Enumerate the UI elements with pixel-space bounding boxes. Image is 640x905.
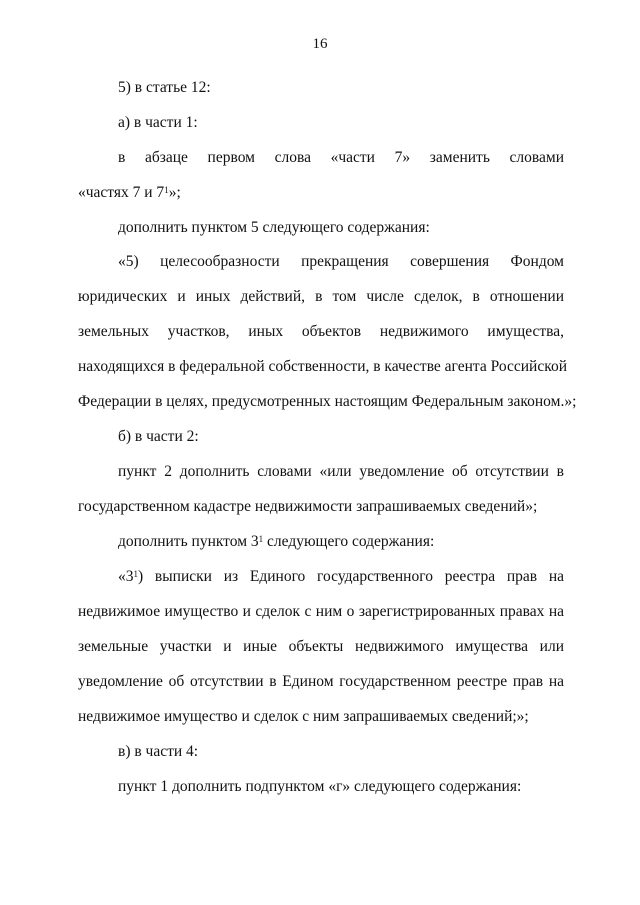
text-fragment: «частях 7 и 7 <box>78 184 165 201</box>
text-line-16: недвижимое имущество и сделок с ним о зарегистрированных правах на <box>78 603 564 620</box>
text-fragment: дополнить пунктом 3 <box>118 533 259 550</box>
text-line-6: «5) целесообразности прекращения совершения Фондом <box>118 253 564 270</box>
superscript: 1 <box>164 185 169 195</box>
text-line-3: в абзаце первом слова «части 7» заменить словами <box>118 149 564 166</box>
text-line-19: недвижимое имущество и сделок с ним запрашиваемых сведений;»; <box>78 708 529 725</box>
text-line-5: дополнить пунктом 5 следующего содержания: <box>118 219 430 236</box>
text-fragment: ) выписки из Единого государственного реестра прав на <box>138 568 564 585</box>
text-line-2: а) в части 1: <box>118 114 198 131</box>
text-line-11: б) в части 2: <box>118 428 199 445</box>
text-line-14 <box>118 532 564 552</box>
superscript: 1 <box>133 569 138 579</box>
text-line-12: пункт 2 дополнить словами «или уведомление об отсутствии в <box>118 463 564 480</box>
text-line-4 <box>78 183 564 203</box>
text-line-7: юридических и иных действий, в том числе сделок, в отношении <box>78 288 564 305</box>
text-line-20: в) в части 4: <box>118 743 199 760</box>
text-line-10: Федерации в целях, предусмотренных настоящим Федеральным законом.»; <box>78 393 577 410</box>
text-fragment: следующего содержания: <box>263 533 435 550</box>
superscript: 1 <box>258 534 264 544</box>
text-line-15 <box>118 567 564 587</box>
text-line-17: земельные участки и иные объекты недвижимого имущества или <box>78 638 564 655</box>
text-line-9: находящихся в федеральной собственности, в качестве агента Российской <box>78 358 567 375</box>
text-line-13: государственном кадастре недвижимости запрашиваемых сведений»; <box>78 498 538 515</box>
text-line-8: земельных участков, иных объектов недвижимого имущества, <box>78 323 564 340</box>
text-fragment: »; <box>168 184 181 201</box>
text-line-18: уведомление об отсутствии в Едином государственном реестре прав на <box>78 673 564 690</box>
text-fragment: «3 <box>118 568 134 585</box>
page-number: 16 <box>312 36 328 52</box>
text-line-21: пункт 1 дополнить подпунктом «г» следующего содержания: <box>118 778 522 795</box>
text-line-1: 5) в статье 12: <box>118 79 211 96</box>
